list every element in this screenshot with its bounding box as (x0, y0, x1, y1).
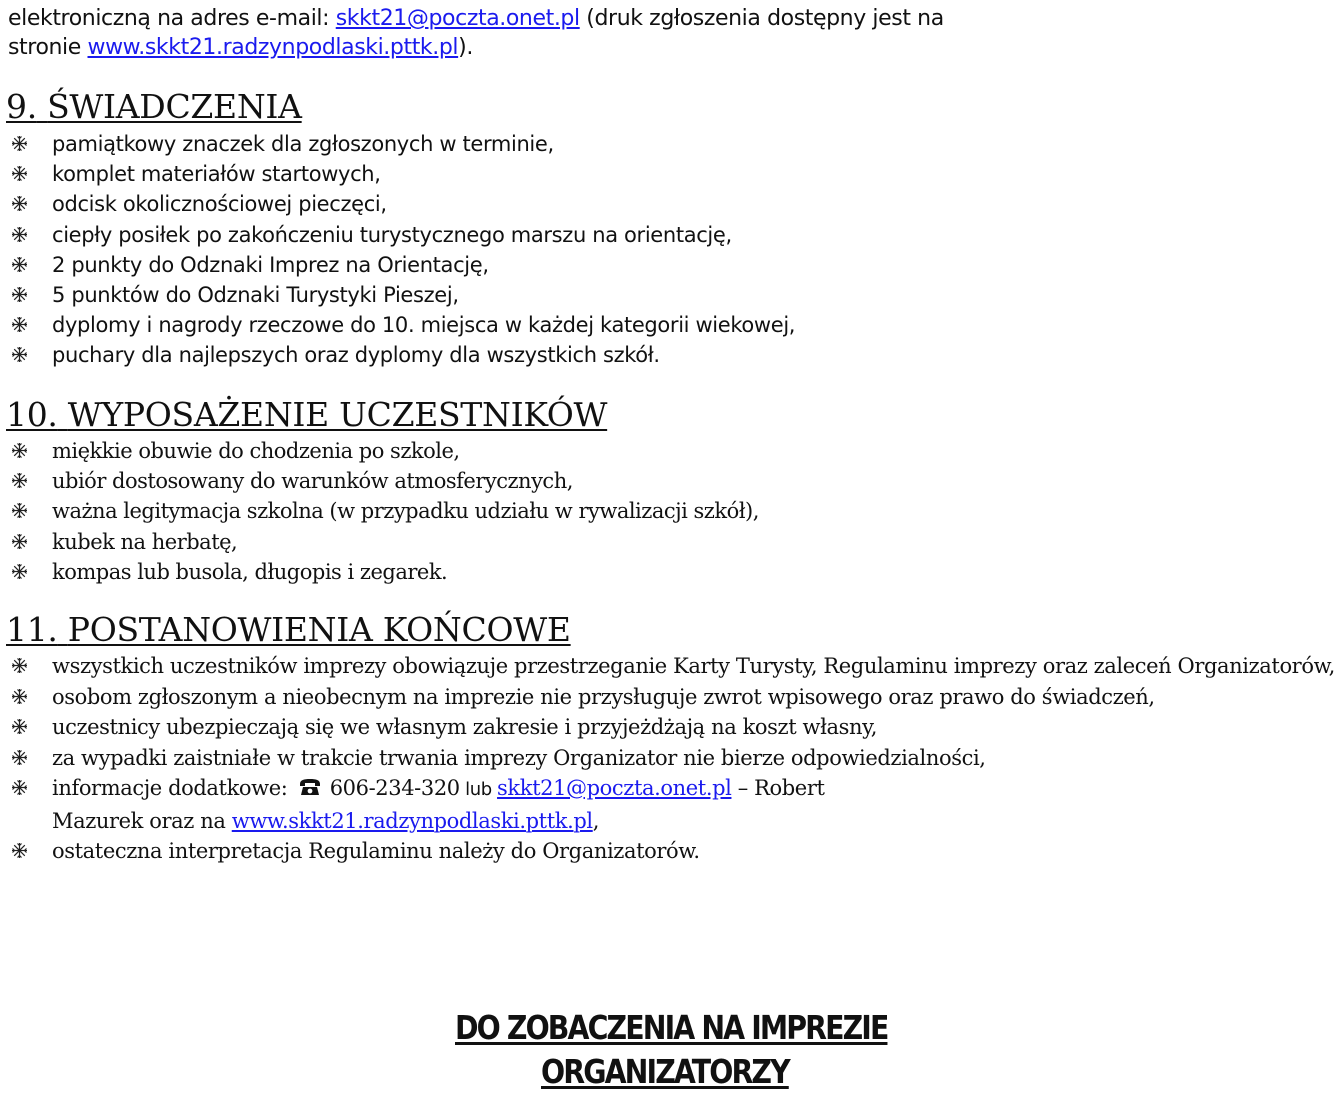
snowflake-bullet-icon (8, 743, 30, 766)
list-item (0, 250, 795, 280)
snowflake-bullet-icon (8, 189, 30, 212)
benefits-list (0, 129, 795, 371)
intro-text-middle: (druk zgłoszenia dostępny jest na stronie (8, 6, 944, 60)
snowflake-bullet-icon (8, 220, 30, 243)
list-item (0, 712, 912, 743)
intro-email-link[interactable]: skkt21@poczta.onet.pl (335, 6, 580, 31)
intro-website-link[interactable]: www.skkt21.radzynpodlaski.pttk.pl (87, 35, 459, 60)
list-item-text: uczestnicy ubezpieczają się we własnym zakresie i przyjeżdżają na koszt własny, (52, 715, 878, 739)
snowflake-bullet-icon (8, 436, 30, 459)
intro-paragraph (8, 4, 953, 62)
snowflake-bullet-icon (8, 250, 30, 273)
section-title: WYPOSAŻENIE UCZESTNIKÓW (67, 395, 608, 434)
snowflake-bullet-icon (8, 836, 30, 859)
list-item-text: 2 punkty do Odznaki Imprez na Orientację, (52, 252, 489, 277)
list-item (0, 682, 1155, 713)
list-item (0, 836, 912, 867)
section-number: 9. (6, 87, 37, 126)
section-heading-final-provisions (6, 610, 571, 650)
contact-person-rest: Mazurek oraz na (52, 808, 232, 833)
list-item-text: za wypadki zaistniałe w trakcie trwania imprezy Organizator nie bierze odpowiedzialności, (52, 745, 986, 770)
intro-text-before: elektroniczną na adres e-mail: (8, 6, 336, 31)
contact-label: informacje dodatkowe: (52, 776, 294, 800)
list-item (0, 189, 795, 219)
list-item-text: dyplomy i nagrody rzeczowe do 10. miejsca w każdej kategorii wiekowej, (52, 313, 796, 338)
list-item-text: 5 punktów do Odznaki Turystyki Pieszej, (52, 283, 459, 308)
list-item (0, 557, 759, 587)
list-item (0, 466, 759, 496)
list-item-text: kubek na herbatę, (52, 529, 238, 554)
list-item (0, 159, 795, 189)
list-item (0, 496, 759, 526)
list-item-text: odcisk okolicznościowej pieczęci, (52, 192, 387, 217)
list-item-text: puchary dla najlepszych oraz dyplomy dla wszystkich szkół. (52, 343, 660, 368)
list-item-text: ciepły posiłek po zakończeniu turystycznego marszu na orientację, (52, 222, 732, 247)
list-item (0, 436, 759, 466)
snowflake-bullet-icon (8, 340, 30, 363)
snowflake-bullet-icon (8, 651, 30, 674)
list-item-text: osobom zgłoszonym a nieobecnym na imprezie nie przysługuje zwrot wpisowego oraz prawo do świadczeń, (52, 684, 1155, 709)
contact-phone: 606-234-320 (329, 776, 460, 800)
telephone-icon (298, 775, 322, 806)
section-title: ŚWIADCZENIA (47, 87, 302, 126)
snowflake-bullet-icon (8, 682, 30, 705)
contact-person-first: Robert (754, 776, 825, 800)
snowflake-bullet-icon (8, 310, 30, 333)
list-item (0, 743, 986, 774)
list-item-text: kompas lub busola, długopis i zegarek. (52, 559, 448, 584)
contact-connector: lub (459, 779, 498, 800)
contact-email-link[interactable]: skkt21@poczta.onet.pl (497, 776, 732, 800)
snowflake-bullet-icon (8, 129, 30, 152)
snowflake-bullet-icon (8, 773, 30, 796)
list-item-text: ważna legitymacja szkolna (w przypadku udziału w rywalizacji szkół), (52, 499, 759, 524)
snowflake-bullet-icon (8, 557, 30, 580)
list-item (0, 527, 759, 557)
list-item (0, 280, 795, 310)
section-number: 10. (6, 395, 58, 434)
list-item-text: komplet materiałów startowych, (52, 162, 381, 187)
list-item-text: ostateczna interpretacja Regulaminu należy do Organizatorów. (52, 839, 700, 863)
section-number: 11. (6, 610, 58, 649)
contact-item (0, 773, 912, 836)
intro-text-after: ). (458, 35, 473, 60)
final-provisions-list (0, 651, 1335, 867)
contact-website-link[interactable]: www.skkt21.radzynpodlaski.pttk.pl (231, 808, 593, 833)
footer-line-1: DO ZOBACZENIA NA IMPREZIE (455, 1008, 888, 1047)
list-item-text: wszystkich uczestników imprezy obowiązuje przestrzeganie Karty Turysty, Regulaminu imprezy oraz zaleceń Organizatorów, (52, 654, 1335, 678)
footer-line-2: ORGANIZATORZY (541, 1052, 789, 1091)
snowflake-bullet-icon (8, 712, 30, 735)
snowflake-bullet-icon (8, 159, 30, 182)
snowflake-bullet-icon (8, 466, 30, 489)
closing-footer (455, 1006, 888, 1094)
snowflake-bullet-icon (8, 527, 30, 550)
list-item (0, 310, 795, 340)
section-heading-equipment (6, 395, 607, 435)
section-title: POSTANOWIENIA KOŃCOWE (67, 610, 571, 649)
section-heading-benefits (6, 87, 302, 127)
contact-trail: , (592, 808, 599, 833)
list-item-text: miękkie obuwie do chodzenia po szkole, (52, 439, 460, 463)
equipment-list (0, 436, 759, 587)
contact-dash: – (731, 776, 755, 800)
list-item (0, 651, 1335, 682)
snowflake-bullet-icon (8, 496, 30, 519)
snowflake-bullet-icon (8, 280, 30, 303)
list-item (0, 220, 795, 250)
list-item-text: ubiór dostosowany do warunków atmosferycznych, (52, 469, 573, 494)
list-item-text: pamiątkowy znaczek dla zgłoszonych w terminie, (52, 132, 554, 156)
list-item (0, 129, 795, 159)
list-item (0, 340, 795, 370)
